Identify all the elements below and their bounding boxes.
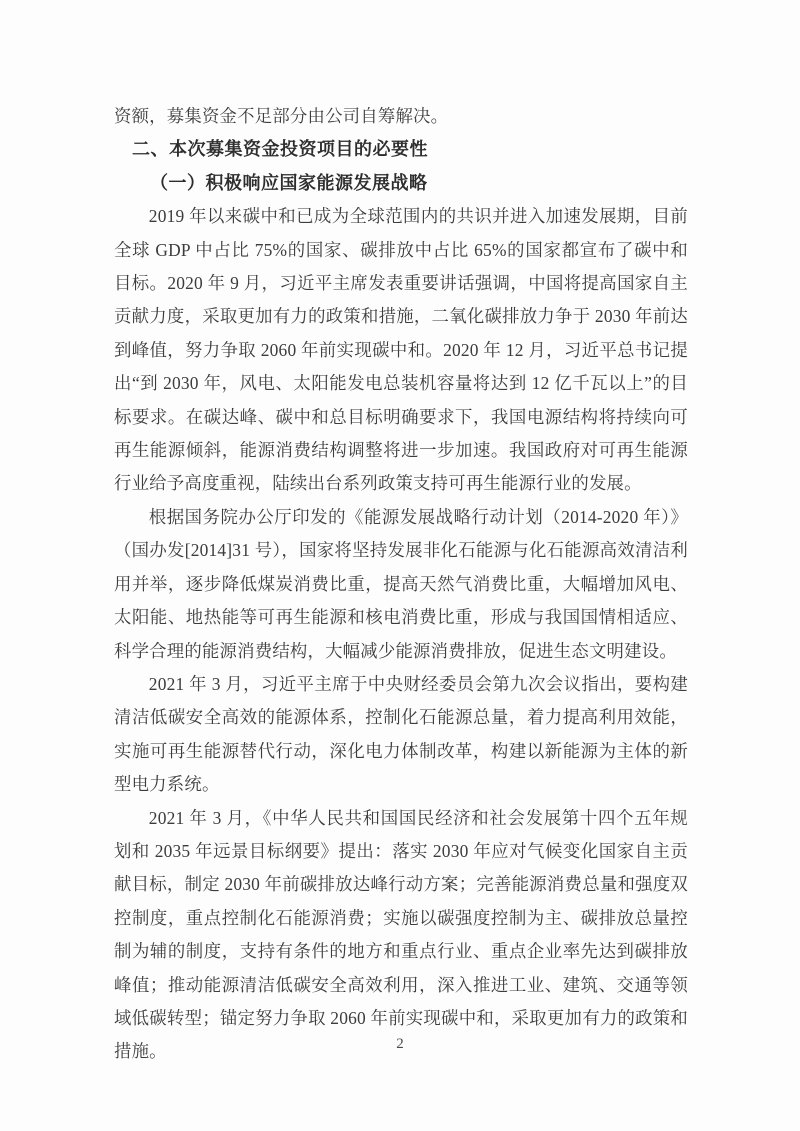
body-paragraph-2: 根据国务院办公厅印发的《能源发展战略行动计划（2014-2020 年）》（国办发[2014]31 号），国家将坚持发展非化石能源与化石能源高效清洁利用并举，逐步降低煤炭消费比重，提高天然气消费比重，大幅增加风电、太阳能、地热能等可再生能源和核电消费比重，形成与我国国情相适应、科学合理的能源消费结构，大幅减少能源消费排放，促进生态文明建设。 <box>114 506 688 661</box>
body-paragraph-1: 2019 年以来碳中和已成为全球范围内的共识并进入加速发展期，目前全球 GDP 中占比 75%的国家、碳排放中占比 65%的国家都宣布了碳中和目标。2020 年 9 月，习近平主席发表重要讲话强调，中国将提高国家自主贡献力度，采取更加有力的政策和措施，二氧化碳排放力争于 2030 年前达到峰值，努力争取 2060 年前实现碳中和。2020 年 12 月，习近平总书记提出“到 2030 年，风电、太阳能发电总装机容量将达到 12 亿千瓦以上”的目标要求。在碳达峰、碳中和总目标明确要求下，我国电源结构将持续向可再生能源倾斜，能源消费结构调整将进一步加速。我国政府对可再生能源行业给予高度重视，陆续出台系列政策支持可再生能源行业的发展。 <box>114 206 688 494</box>
page-number: 2 <box>396 1036 404 1052</box>
body-paragraph-4: 2021 年 3 月，《中华人民共和国国民经济和社会发展第十四个五年规划和 2035 年远景目标纲要》提出：落实 2030 年应对气候变化国家自主贡献目标，制定 2030 年前碳排放达峰行动方案；完善能源消费总量和强度双控制度，重点控制化石能源消费；实施以碳强度控制为主、碳排放总量控制为辅的制度，支持有条件的地方和重点行业、重点企业率先达到碳排放峰值；推动能源清洁低碳安全高效利用，深入推进工业、建筑、交通等领域低碳转型；锚定努力争取 2060 年前实现碳中和，采取更加有力的政策和措施。 <box>114 807 688 1062</box>
document-body <box>114 100 688 1069</box>
body-paragraph-3: 2021 年 3 月，习近平主席于中央财经委员会第九次会议指出，要构建清洁低碳安全高效的能源体系，控制化石能源总量，着力提高利用效能，实施可再生能源替代行动，深化电力体制改革，构建以新能源为主体的新型电力系统。 <box>114 673 688 795</box>
section-heading: 二、本次募集资金投资项目的必要性 <box>132 139 428 160</box>
paragraph-continuation: 资额，募集资金不足部分由公司自筹解决。 <box>114 106 449 126</box>
subsection-heading: （一）积极响应国家能源发展战略 <box>150 172 428 193</box>
